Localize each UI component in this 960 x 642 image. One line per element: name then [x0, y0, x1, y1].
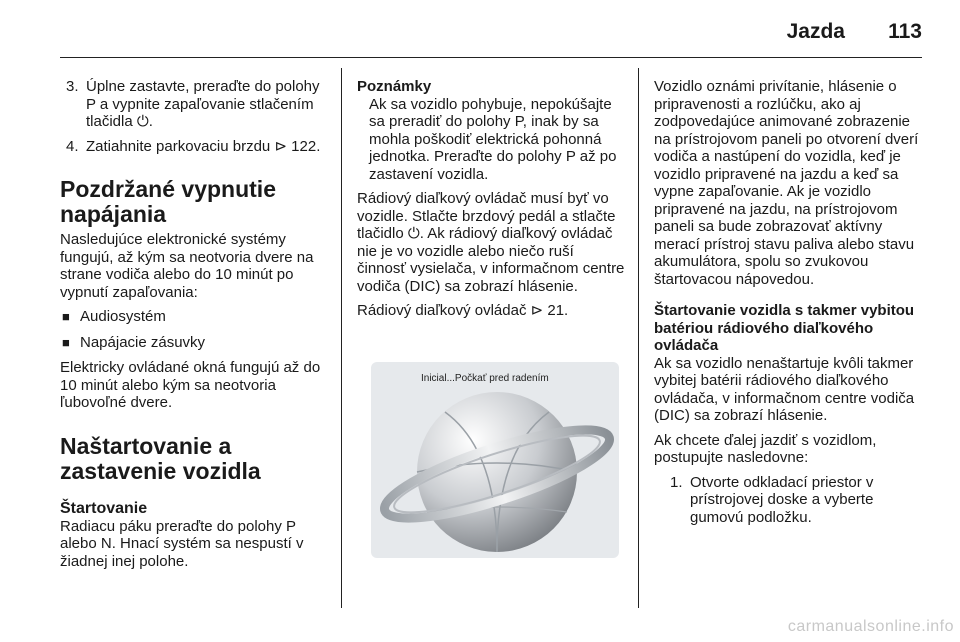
column-middle — [357, 78, 625, 327]
watermark: carmanualsonline.info — [787, 618, 954, 635]
paragraph: Radiacu páku preraďte do polohy P alebo N. Hnací systém sa nespustí v žiadnej inej polohe. — [60, 517, 304, 570]
planet-graphic — [371, 362, 619, 558]
bullet-item — [60, 308, 332, 326]
page-number: 113 — [888, 20, 922, 43]
notes-title: Poznámky — [357, 78, 432, 95]
section-heading: Pozdržané vypnutie napájania — [60, 176, 276, 227]
list-text: Zatiahnite parkovaciu brzdu ⊳ 122. — [86, 137, 321, 155]
list-number: 3. — [66, 78, 79, 95]
notes-text: Ak sa vozidlo pohybuje, nepokúšajte sa preradiť do polohy P, inak by sa mohla poškodiť elektrická pohonná jednotka. Preraďte do polohy P až po zastavení vozidla. — [369, 95, 617, 183]
list-text: Otvorte odkladací priestor v prístrojovej doske a vyberte gumovú podložku. — [690, 473, 874, 526]
paragraph: Ak sa vozidlo nenaštartuje kvôli takmer vybitej batérii rádiového diaľkového ovládača, v informačnom centre vodiča (DIC) sa zobrazí hlásenie. — [654, 354, 915, 424]
list-number: 1. — [670, 473, 683, 491]
column-divider — [638, 68, 639, 608]
header-rule — [60, 57, 922, 58]
display-message: Inicial...Počkať pred radením — [421, 373, 549, 384]
column-left — [60, 78, 332, 577]
bullet-icon: ■ — [62, 309, 70, 324]
cross-reference: Rádiový diaľkový ovládač ⊳ 21. — [357, 302, 569, 319]
list-item — [60, 138, 332, 156]
page-header-title: Jazda — [786, 20, 845, 43]
section-heading: Naštartovanie a zastavenie vozidla — [60, 432, 261, 484]
subsection-heading: Štartovanie — [60, 499, 148, 517]
subsection-heading: Štartovanie vozidla s takmer vybitou batériou rádiového diaľkového ovládača — [654, 302, 915, 354]
list-number: 4. — [66, 137, 79, 155]
paragraph: Elektricky ovládané okná fungujú až do 10 minút alebo kým sa neotvoria ľubovoľné dvere. — [60, 359, 321, 411]
bullet-text: Napájacie zásuvky — [80, 333, 206, 351]
bullet-icon: ■ — [62, 334, 70, 350]
column-right — [654, 78, 926, 533]
display-screenshot — [371, 362, 619, 558]
list-item — [60, 78, 332, 131]
bullet-text: Audiosystém — [80, 308, 166, 325]
list-text: Úplne zastavte, preraďte do polohy P a vypnite zapaľovanie stlačením tlačidla ⏻. — [86, 78, 320, 130]
column-divider — [341, 68, 342, 608]
paragraph: Nasledujúce elektronické systémy fungujú, až kým sa neotvoria dvere na strane vodiča alebo do 10 minút po vypnutí zapaľovania: — [60, 231, 314, 301]
paragraph: Ak chcete ďalej jazdiť s vozidlom, postupujte nasledovne: — [654, 431, 877, 466]
paragraph: Rádiový diaľkový ovládač musí byť vo vozidle. Stlačte brzdový pedál a stlačte tlačidlo ⏻. Ak rádiový diaľkový ovládač nie je vo vozidle alebo niečo ruší činnosť vysielača, v informačnom centre vodiča (DIC) sa zobrazí hlásenie. — [357, 190, 625, 295]
list-item — [664, 474, 926, 527]
bullet-item — [60, 334, 332, 352]
paragraph: Vozidlo oznámi privítanie, hlásenie o pripravenosti a rozlúčku, ako aj zodpovedajúce animované zobrazenie na prístrojovom paneli po otvorení dverí vodiča a nastúpení do vozidla, keď je vozidlo pripravené na jazdu a keď sa vypne zapaľovanie. Ak je vozidlo pripravené na jazdu, na prístrojovom paneli sa bude zobrazovať aktívny merací prístroj stavu paliva alebo stavu akumulátora, spolu so zvukovou štartovacou nápovedou. — [654, 78, 919, 288]
